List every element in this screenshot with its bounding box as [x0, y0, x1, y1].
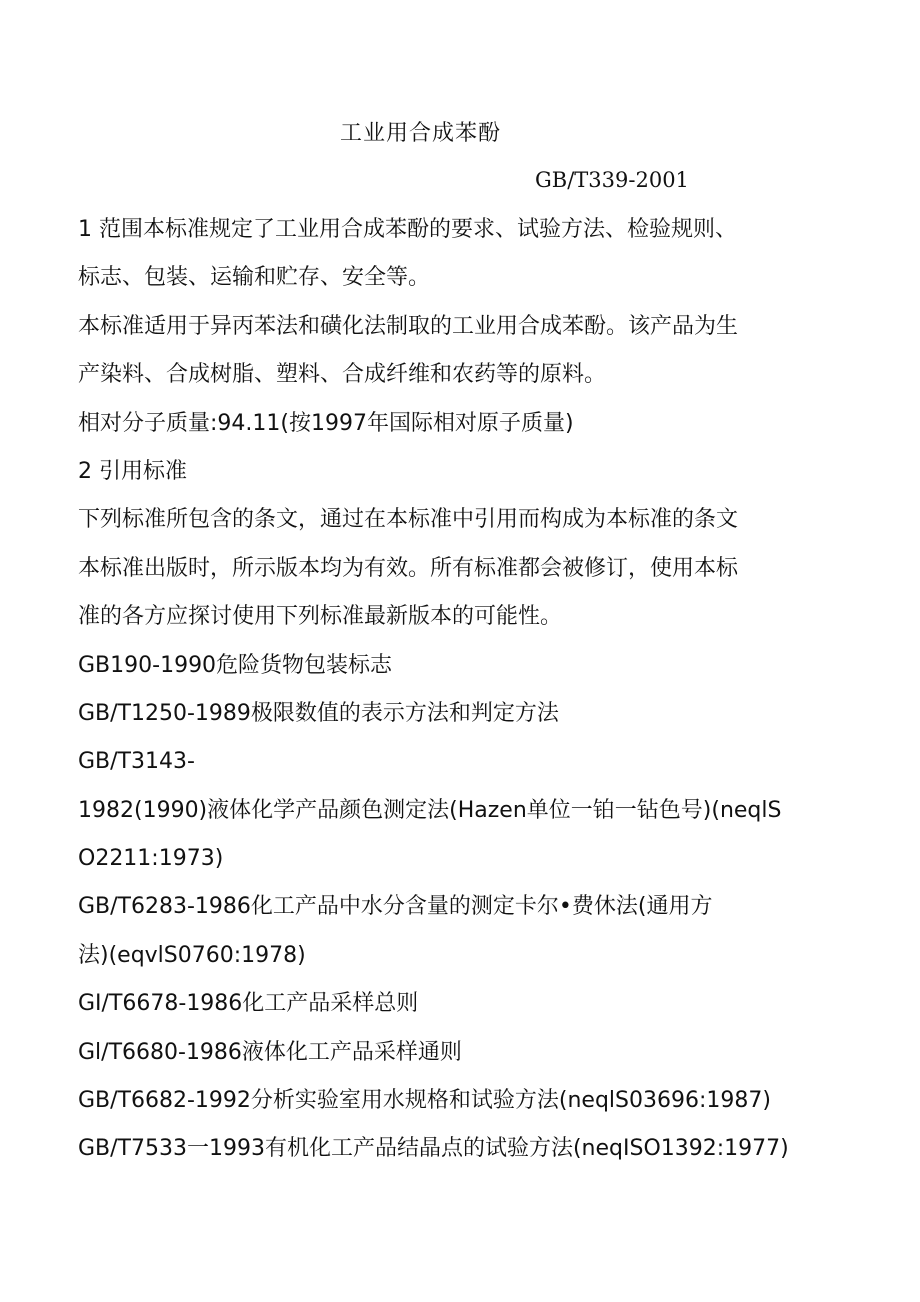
- reference-item: 法)(eqvlS0760:1978): [78, 942, 306, 968]
- text-line: 相对分子质量:94.11(按1997年国际相对原子质量): [78, 410, 574, 436]
- reference-item: 1982(1990)液体化学产品颜色测定法(Hazen单位一铂一钻色号)(neqlS: [78, 797, 782, 823]
- reference-item: GI/T6678-1986化工产品采样总则: [78, 991, 419, 1017]
- text-line: 本标准出版时，所示版本均为有效。所有标准都会被修订，使用本标: [78, 555, 739, 581]
- text-line: 本标准适用于异丙苯法和磺化法制取的工业用合成苯酚。该产品为生: [78, 313, 739, 339]
- text-line: 准的各方应探讨使用下列标准最新版本的可能性。: [78, 604, 563, 630]
- reference-item: Gl/T6680-1986液体化工产品采样通则: [78, 1039, 462, 1065]
- reference-item: GB/T6283-1986化工产品中水分含量的测定卡尔•费休法(通用方: [78, 894, 713, 920]
- section-heading: 2 引用标准: [78, 458, 187, 484]
- document-body: [78, 214, 868, 1182]
- reference-item: GB/T6682-1992分析实验室用水规格和试验方法(neqlS03696:1987): [78, 1088, 771, 1114]
- text-line: 标志、包装、运输和贮存、安全等。: [78, 265, 431, 291]
- reference-item: GB190-1990危险货物包装标志: [78, 652, 393, 678]
- text-line: 下列标准所包含的条文，通过在本标准中引用而构成为本标准的条文: [78, 507, 739, 533]
- reference-item: O2211:1973): [78, 846, 224, 872]
- reference-item: GB/T3143-: [78, 749, 195, 775]
- reference-item: GB/T1250-1989极限数值的表示方法和判定方法: [78, 700, 559, 726]
- standard-number: GB/T339-2001: [535, 168, 689, 192]
- reference-item: GB/T7533一1993有机化工产品结晶点的试验方法(neqISO1392:1977): [78, 1136, 789, 1162]
- text-line: 1 范围本标准规定了工业用合成苯酚的要求、试验方法、检验规则、: [78, 217, 737, 242]
- document-title: 工业用合成苯酚: [340, 121, 502, 146]
- text-line: 产染料、合成树脂、塑料、合成纤维和农药等的原料。: [78, 362, 607, 388]
